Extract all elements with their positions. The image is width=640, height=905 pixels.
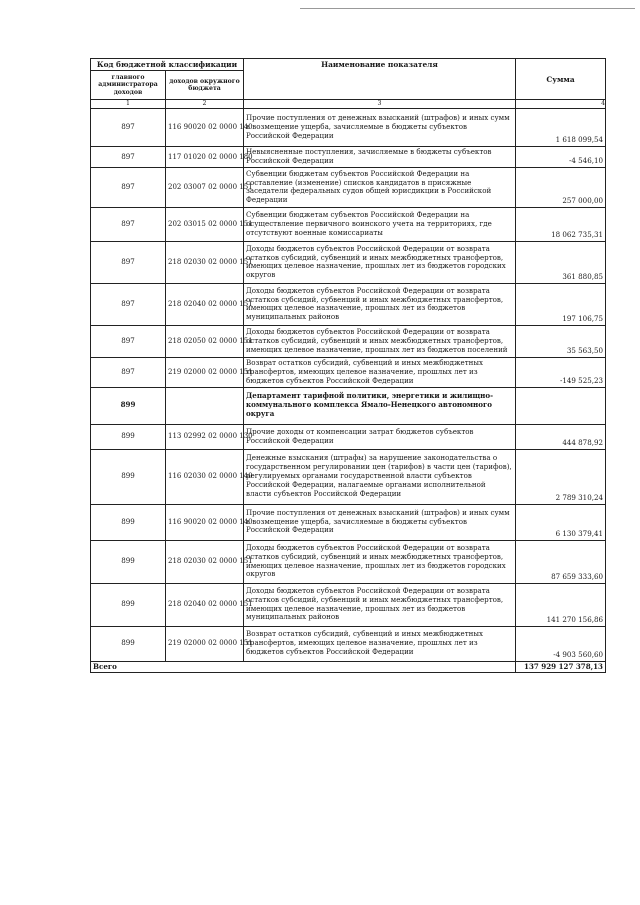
admin-cell: 897	[91, 241, 166, 283]
sum-cell: -4 546,10	[516, 147, 606, 168]
table-row	[91, 504, 606, 540]
admin-cell: 897	[91, 147, 166, 168]
admin-cell: 899	[91, 626, 166, 661]
budget-revenue-table	[90, 58, 606, 673]
sum-cell: 35 563,50	[516, 325, 606, 357]
admin-cell: 897	[91, 325, 166, 357]
admin-cell: 897	[91, 357, 166, 387]
table-body	[91, 109, 606, 673]
header-num-2: 2	[166, 100, 244, 109]
table-row	[91, 424, 606, 449]
admin-cell: 899	[91, 449, 166, 504]
table-row	[91, 325, 606, 357]
name-cell: Доходы бюджетов субъектов Российской Федерации от возврата остатков субсидий, субвенций и иных межбюджетных трансфертов, имеющих целевое назначение, прошлых лет из бюджетов муниципальных районов	[244, 583, 516, 626]
total-sum: 137 929 127 378,13	[516, 661, 606, 673]
header-sum: Сумма	[516, 59, 606, 100]
table-row	[91, 207, 606, 241]
admin-cell: 899	[91, 387, 166, 424]
admin-cell: 897	[91, 167, 166, 207]
table-row	[91, 583, 606, 626]
code-cell: 219 02000 02 0000 151	[166, 626, 244, 661]
table-row	[91, 626, 606, 661]
code-cell: 116 90020 02 0000 140	[166, 504, 244, 540]
sum-cell: 361 880,85	[516, 241, 606, 283]
table-row	[91, 167, 606, 207]
code-cell: 116 90020 02 0000 140	[166, 109, 244, 147]
header-num-3: 3	[244, 100, 516, 109]
header-num-4: 4	[516, 100, 606, 109]
name-cell: Денежные взыскания (штрафы) за нарушение законодательства о государственном регулировании цен (тарифов) в части цен (тарифов), регулируемых органами государственной власти субъектов Российской Федерации, налагаемые органами исполнительной власти субъектов Российской Федерации	[244, 449, 516, 504]
table-row	[91, 449, 606, 504]
sum-cell: 197 106,75	[516, 283, 606, 325]
sum-cell: 1 618 099,54	[516, 109, 606, 147]
code-cell: 218 02030 02 0000 151	[166, 540, 244, 583]
name-cell: Доходы бюджетов субъектов Российской Федерации от возврата остатков субсидий, субвенций и иных межбюджетных трансфертов, имеющих целевое назначение, прошлых лет из бюджетов городских округов	[244, 241, 516, 283]
sum-cell	[516, 387, 606, 424]
admin-cell: 899	[91, 583, 166, 626]
code-cell: 117 01020 02 0000 180	[166, 147, 244, 168]
name-cell: Доходы бюджетов субъектов Российской Федерации от возврата остатков субсидий, субвенций и иных межбюджетных трансфертов, имеющих целевое назначение, прошлых лет из бюджетов поселений	[244, 325, 516, 357]
table-row	[91, 147, 606, 168]
name-cell: Доходы бюджетов субъектов Российской Федерации от возврата остатков субсидий, субвенций и иных межбюджетных трансфертов, имеющих целевое назначение, прошлых лет из бюджетов городских округов	[244, 540, 516, 583]
sum-cell: 18 062 735,31	[516, 207, 606, 241]
code-cell: 218 02030 02 0000 151	[166, 241, 244, 283]
name-cell: Невыясненные поступления, зачисляемые в бюджеты субъектов Российской Федерации	[244, 147, 516, 168]
sum-cell: -149 525,23	[516, 357, 606, 387]
sum-cell: 6 130 379,41	[516, 504, 606, 540]
code-cell: 218 02040 02 0000 151	[166, 283, 244, 325]
name-cell: Возврат остатков субсидий, субвенций и иных межбюджетных трансфертов, имеющих целевое назначение, прошлых лет из бюджетов субъектов Российской Федерации	[244, 626, 516, 661]
admin-cell: 897	[91, 109, 166, 147]
sum-cell: 2 789 310,24	[516, 449, 606, 504]
sum-cell: 257 000,00	[516, 167, 606, 207]
code-cell: 202 03015 02 0000 151	[166, 207, 244, 241]
code-cell: 116 02030 02 0000 140	[166, 449, 244, 504]
code-cell: 113 02992 02 0000 130	[166, 424, 244, 449]
scan-edge-line	[300, 8, 635, 9]
sum-cell: 87 659 333,60	[516, 540, 606, 583]
header-num-1: 1	[91, 100, 166, 109]
name-cell: Прочие поступления от денежных взысканий (штрафов) и иных сумм в возмещение ущерба, зачисляемые в бюджеты субъектов Российской Федерации	[244, 109, 516, 147]
total-label: Всего	[91, 661, 516, 673]
table-row	[91, 283, 606, 325]
table-row	[91, 540, 606, 583]
header-income: доходов окружного бюджета	[166, 71, 244, 100]
admin-cell: 897	[91, 207, 166, 241]
header-name: Наименование показателя	[244, 59, 516, 100]
sum-cell: 141 270 156,86	[516, 583, 606, 626]
sum-cell: -4 903 560,60	[516, 626, 606, 661]
admin-cell: 899	[91, 424, 166, 449]
header-admin: главного администратора доходов	[91, 71, 166, 100]
code-cell: 218 02040 02 0000 151	[166, 583, 244, 626]
name-cell: Возврат остатков субсидий, субвенций и иных межбюджетных трансфертов, имеющих целевое назначение, прошлых лет из бюджетов субъектов Российской Федерации	[244, 357, 516, 387]
admin-cell: 899	[91, 504, 166, 540]
table-row	[91, 357, 606, 387]
code-cell: 202 03007 02 0000 151	[166, 167, 244, 207]
admin-cell: 897	[91, 283, 166, 325]
budget-table-sheet	[90, 58, 605, 673]
table-row	[91, 387, 606, 424]
code-cell	[166, 387, 244, 424]
name-cell: Прочие поступления от денежных взысканий (штрафов) и иных сумм в возмещение ущерба, зачисляемые в бюджеты субъектов Российской Федерации	[244, 504, 516, 540]
header-classification: Код бюджетной классификации	[91, 59, 244, 71]
total-row	[91, 661, 606, 673]
table-row	[91, 109, 606, 147]
code-cell: 219 02000 02 0000 151	[166, 357, 244, 387]
name-cell: Прочие доходы от компенсации затрат бюджетов субъектов Российской Федерации	[244, 424, 516, 449]
sum-cell: 444 878,92	[516, 424, 606, 449]
name-cell: Субвенции бюджетам субъектов Российской Федерации на составление (изменение) списков кандидатов в присяжные заседатели федеральных судов общей юрисдикции в Российской Федерации	[244, 167, 516, 207]
name-cell: Субвенции бюджетам субъектов Российской Федерации на осуществление первичного воинского учета на территориях, где отсутствуют военные комиссариаты	[244, 207, 516, 241]
code-cell: 218 02050 02 0000 151	[166, 325, 244, 357]
name-cell: Доходы бюджетов субъектов Российской Федерации от возврата остатков субсидий, субвенций и иных межбюджетных трансфертов, имеющих целевое назначение, прошлых лет из бюджетов муниципальных районов	[244, 283, 516, 325]
table-row	[91, 241, 606, 283]
name-cell: Департамент тарифной политики, энергетики и жилищно-коммунального комплекса Ямало-Ненецкого автономного округа	[244, 387, 516, 424]
admin-cell: 899	[91, 540, 166, 583]
